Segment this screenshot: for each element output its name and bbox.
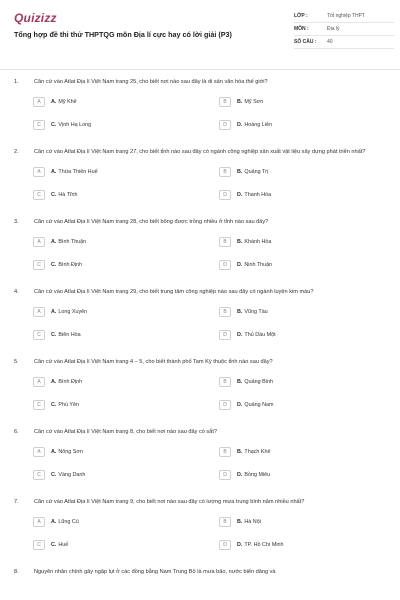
option-prefix: C. (51, 332, 57, 338)
option-letter-box[interactable]: A (33, 307, 45, 317)
option-text: Bồng Miêu (244, 472, 271, 478)
option-letter-box[interactable]: B (219, 447, 231, 457)
option-letter-box[interactable]: C (33, 400, 45, 410)
option-prefix: C. (51, 122, 57, 128)
answer-options (0, 516, 400, 551)
answer-option-b[interactable] (219, 376, 400, 388)
option-prefix: D. (237, 262, 243, 268)
option-text: Bình Định (58, 262, 83, 268)
answer-option-c[interactable] (33, 259, 219, 271)
meta-row (294, 10, 394, 23)
question-item (0, 288, 400, 341)
answer-options (0, 166, 400, 201)
option-text: Hà Tĩnh (58, 192, 78, 198)
option-text: Bình Định (58, 379, 83, 385)
option-letter-box[interactable]: C (33, 120, 45, 130)
answer-options (0, 96, 400, 131)
option-text: Mỹ Khê (58, 99, 77, 105)
question-item (0, 358, 400, 411)
question-text: Căn cứ vào Atlat Địa lí Việt Nam trang 4 – 5, cho biết thành phố Tam Kỳ thuộc tỉnh nào sau đây? (34, 359, 273, 365)
meta-key: MÔN : (294, 26, 309, 32)
question-header (0, 358, 400, 367)
answer-options (0, 306, 400, 341)
answer-option-b[interactable] (219, 446, 400, 458)
option-prefix: A. (51, 309, 57, 315)
option-letter-box[interactable]: C (33, 470, 45, 480)
option-text: Quảng Nam (244, 402, 274, 408)
question-number: 2. (14, 149, 19, 155)
question-list (0, 78, 400, 600)
question-number: 6. (14, 429, 19, 435)
answer-option-a[interactable] (33, 376, 219, 388)
option-text: Phú Yên (58, 402, 79, 408)
option-text: Thạch Khê (244, 449, 271, 455)
option-letter-box[interactable]: A (33, 377, 45, 387)
question-text: Căn cứ vào Atlat Địa lí Việt Nam trang 28, cho biết bông được trồng nhiều ở tỉnh nào sau đây? (34, 219, 269, 225)
answer-option-a[interactable] (33, 446, 219, 458)
option-letter-box[interactable]: B (219, 97, 231, 107)
option-letter-box[interactable]: C (33, 190, 45, 200)
answer-options (0, 236, 400, 271)
answer-option-b[interactable] (219, 96, 400, 108)
question-header (0, 498, 400, 507)
option-prefix: A. (51, 379, 57, 385)
option-prefix: A. (51, 449, 57, 455)
option-letter-box[interactable]: B (219, 237, 231, 247)
answer-options (0, 376, 400, 411)
option-text: Mỹ Sơn (244, 99, 264, 105)
option-prefix: D. (237, 192, 243, 198)
question-text: Căn cứ vào Atlat Địa lí Việt Nam trang 27, cho biết tỉnh nào sau đây có ngành công nghiệp sản xuất vật liệu xây dựng phát triển nhất? (34, 149, 366, 155)
option-prefix: B. (237, 379, 243, 385)
worksheet-header (0, 0, 400, 66)
option-text: Thừa Thiên Huế (58, 169, 98, 175)
option-letter-box[interactable]: B (219, 307, 231, 317)
option-letter-box[interactable]: D (219, 330, 231, 340)
meta-row (294, 23, 394, 36)
question-text: Căn cứ vào Atlat Địa lí Việt Nam trang 29, cho biết trung tâm công nghiệp nào sau đây có ngành luyện kim màu? (34, 289, 314, 295)
answer-option-d[interactable] (219, 399, 400, 411)
option-text: Nông Sơn (58, 449, 83, 455)
option-letter-box[interactable]: D (219, 190, 231, 200)
option-text: Hà Nội (244, 519, 261, 525)
option-letter-box[interactable]: D (219, 260, 231, 270)
meta-key: LỚP : (294, 13, 308, 19)
option-text: Biên Hòa (58, 332, 81, 338)
option-text: Khánh Hòa (244, 239, 272, 245)
option-text: Vàng Danh (58, 472, 86, 478)
header-divider (0, 69, 400, 70)
option-letter-box[interactable]: D (219, 470, 231, 480)
option-text: Thanh Hóa (244, 192, 272, 198)
option-letter-box[interactable]: C (33, 330, 45, 340)
option-prefix: C. (51, 542, 57, 548)
option-letter-box[interactable]: A (33, 517, 45, 527)
answer-option-d[interactable] (219, 329, 400, 341)
answer-option-b[interactable] (219, 516, 400, 528)
question-number: 5. (14, 359, 19, 365)
answer-option-a[interactable] (33, 516, 219, 528)
option-text: Quảng Bình (244, 379, 274, 385)
worksheet-title: Tổng hợp đề thi thử THPTQG môn Địa lí cực hay có lời giải (P3) (14, 30, 232, 39)
option-letter-box[interactable]: A (33, 97, 45, 107)
meta-key: SỐ CÂU : (294, 39, 317, 45)
question-header (0, 148, 400, 157)
question-text: Căn cứ vào Atlat Địa lí Việt Nam trang 25, cho biết nơi nào sau đây là di sản văn hóa thế giới? (34, 79, 268, 85)
option-prefix: D. (237, 472, 243, 478)
quizizz-logo[interactable]: Quizizz (14, 11, 57, 25)
answer-option-c[interactable] (33, 469, 219, 481)
question-item (0, 78, 400, 131)
option-prefix: C. (51, 472, 57, 478)
meta-value: 40 (327, 39, 333, 45)
option-prefix: A. (51, 239, 57, 245)
option-letter-box[interactable]: B (219, 167, 231, 177)
option-text: Quảng Trị (244, 169, 269, 175)
option-letter-box[interactable]: A (33, 447, 45, 457)
question-number: 1. (14, 79, 19, 85)
question-header (0, 218, 400, 227)
option-prefix: C. (51, 192, 57, 198)
option-text: TP. Hồ Chí Minh (244, 542, 284, 548)
option-text: Long Xuyên (58, 309, 88, 315)
option-text: Hoàng Liên (244, 122, 272, 128)
option-prefix: A. (51, 169, 57, 175)
answer-option-b[interactable] (219, 236, 400, 248)
option-prefix: B. (237, 239, 243, 245)
answer-option-c[interactable] (33, 329, 219, 341)
option-prefix: D. (237, 402, 243, 408)
option-text: Vịnh Hạ Long (58, 122, 92, 128)
option-prefix: A. (51, 99, 57, 105)
option-prefix: D. (237, 332, 243, 338)
option-prefix: A. (51, 519, 57, 525)
option-prefix: D. (237, 122, 243, 128)
option-letter-box[interactable]: C (33, 540, 45, 550)
answer-option-c[interactable] (33, 539, 219, 551)
meta-value: Tốt nghiệp THPT (327, 13, 365, 19)
question-text: Căn cứ vào Atlat Địa lí Việt Nam trang 9, cho biết nơi nào sau đây có lượng mưa trung bình năm nhiều nhất? (34, 499, 305, 505)
answer-option-b[interactable] (219, 306, 400, 318)
option-prefix: B. (237, 449, 243, 455)
option-prefix: B. (237, 99, 243, 105)
option-letter-box[interactable]: A (33, 167, 45, 177)
option-letter-box[interactable]: D (219, 120, 231, 130)
answer-option-c[interactable] (33, 119, 219, 131)
option-prefix: C. (51, 402, 57, 408)
answer-option-a[interactable] (33, 236, 219, 248)
answer-option-c[interactable] (33, 189, 219, 201)
option-prefix: D. (237, 542, 243, 548)
question-item (0, 218, 400, 271)
option-letter-box[interactable]: A (33, 237, 45, 247)
option-text: Ninh Thuận (244, 262, 273, 268)
option-letter-box[interactable]: D (219, 400, 231, 410)
answer-option-d[interactable] (219, 469, 400, 481)
question-number: 8. (14, 569, 19, 575)
answer-option-d[interactable] (219, 539, 400, 551)
question-item (0, 568, 400, 577)
question-item (0, 428, 400, 481)
question-header (0, 568, 400, 577)
option-letter-box[interactable]: B (219, 377, 231, 387)
option-text: Bình Thuận (58, 239, 87, 245)
option-text: Huế (58, 542, 69, 548)
answer-option-c[interactable] (33, 399, 219, 411)
option-prefix: B. (237, 519, 243, 525)
option-text: Lũng Cú (58, 519, 79, 525)
answer-option-d[interactable] (219, 119, 400, 131)
option-letter-box[interactable]: B (219, 517, 231, 527)
answer-option-b[interactable] (219, 166, 400, 178)
meta-value: Địa lý (327, 26, 340, 32)
question-number: 7. (14, 499, 19, 505)
question-text: Căn cứ vào Atlat Địa lí Việt Nam trang 8, cho biết nơi nào sau đây có sắt? (34, 429, 217, 435)
question-text: Nguyên nhân chính gây ngập lụt ở các đồng bằng Nam Trung Bộ là mưa bão, nước biển dâng và (34, 569, 276, 575)
answer-options (0, 446, 400, 481)
option-prefix: B. (237, 309, 243, 315)
option-letter-box[interactable]: D (219, 540, 231, 550)
answer-option-d[interactable] (219, 189, 400, 201)
answer-option-a[interactable] (33, 166, 219, 178)
question-header (0, 428, 400, 437)
question-number: 4. (14, 289, 19, 295)
meta-row (294, 36, 394, 49)
worksheet-meta (294, 10, 394, 49)
option-letter-box[interactable]: C (33, 260, 45, 270)
option-text: Thủ Dầu Một (244, 332, 276, 338)
question-header (0, 78, 400, 87)
answer-option-a[interactable] (33, 306, 219, 318)
option-prefix: B. (237, 169, 243, 175)
option-text: Vũng Tàu (244, 309, 268, 315)
question-number: 3. (14, 219, 19, 225)
answer-option-a[interactable] (33, 96, 219, 108)
question-header (0, 288, 400, 297)
question-item (0, 498, 400, 551)
answer-option-d[interactable] (219, 259, 400, 271)
option-prefix: C. (51, 262, 57, 268)
question-item (0, 148, 400, 201)
